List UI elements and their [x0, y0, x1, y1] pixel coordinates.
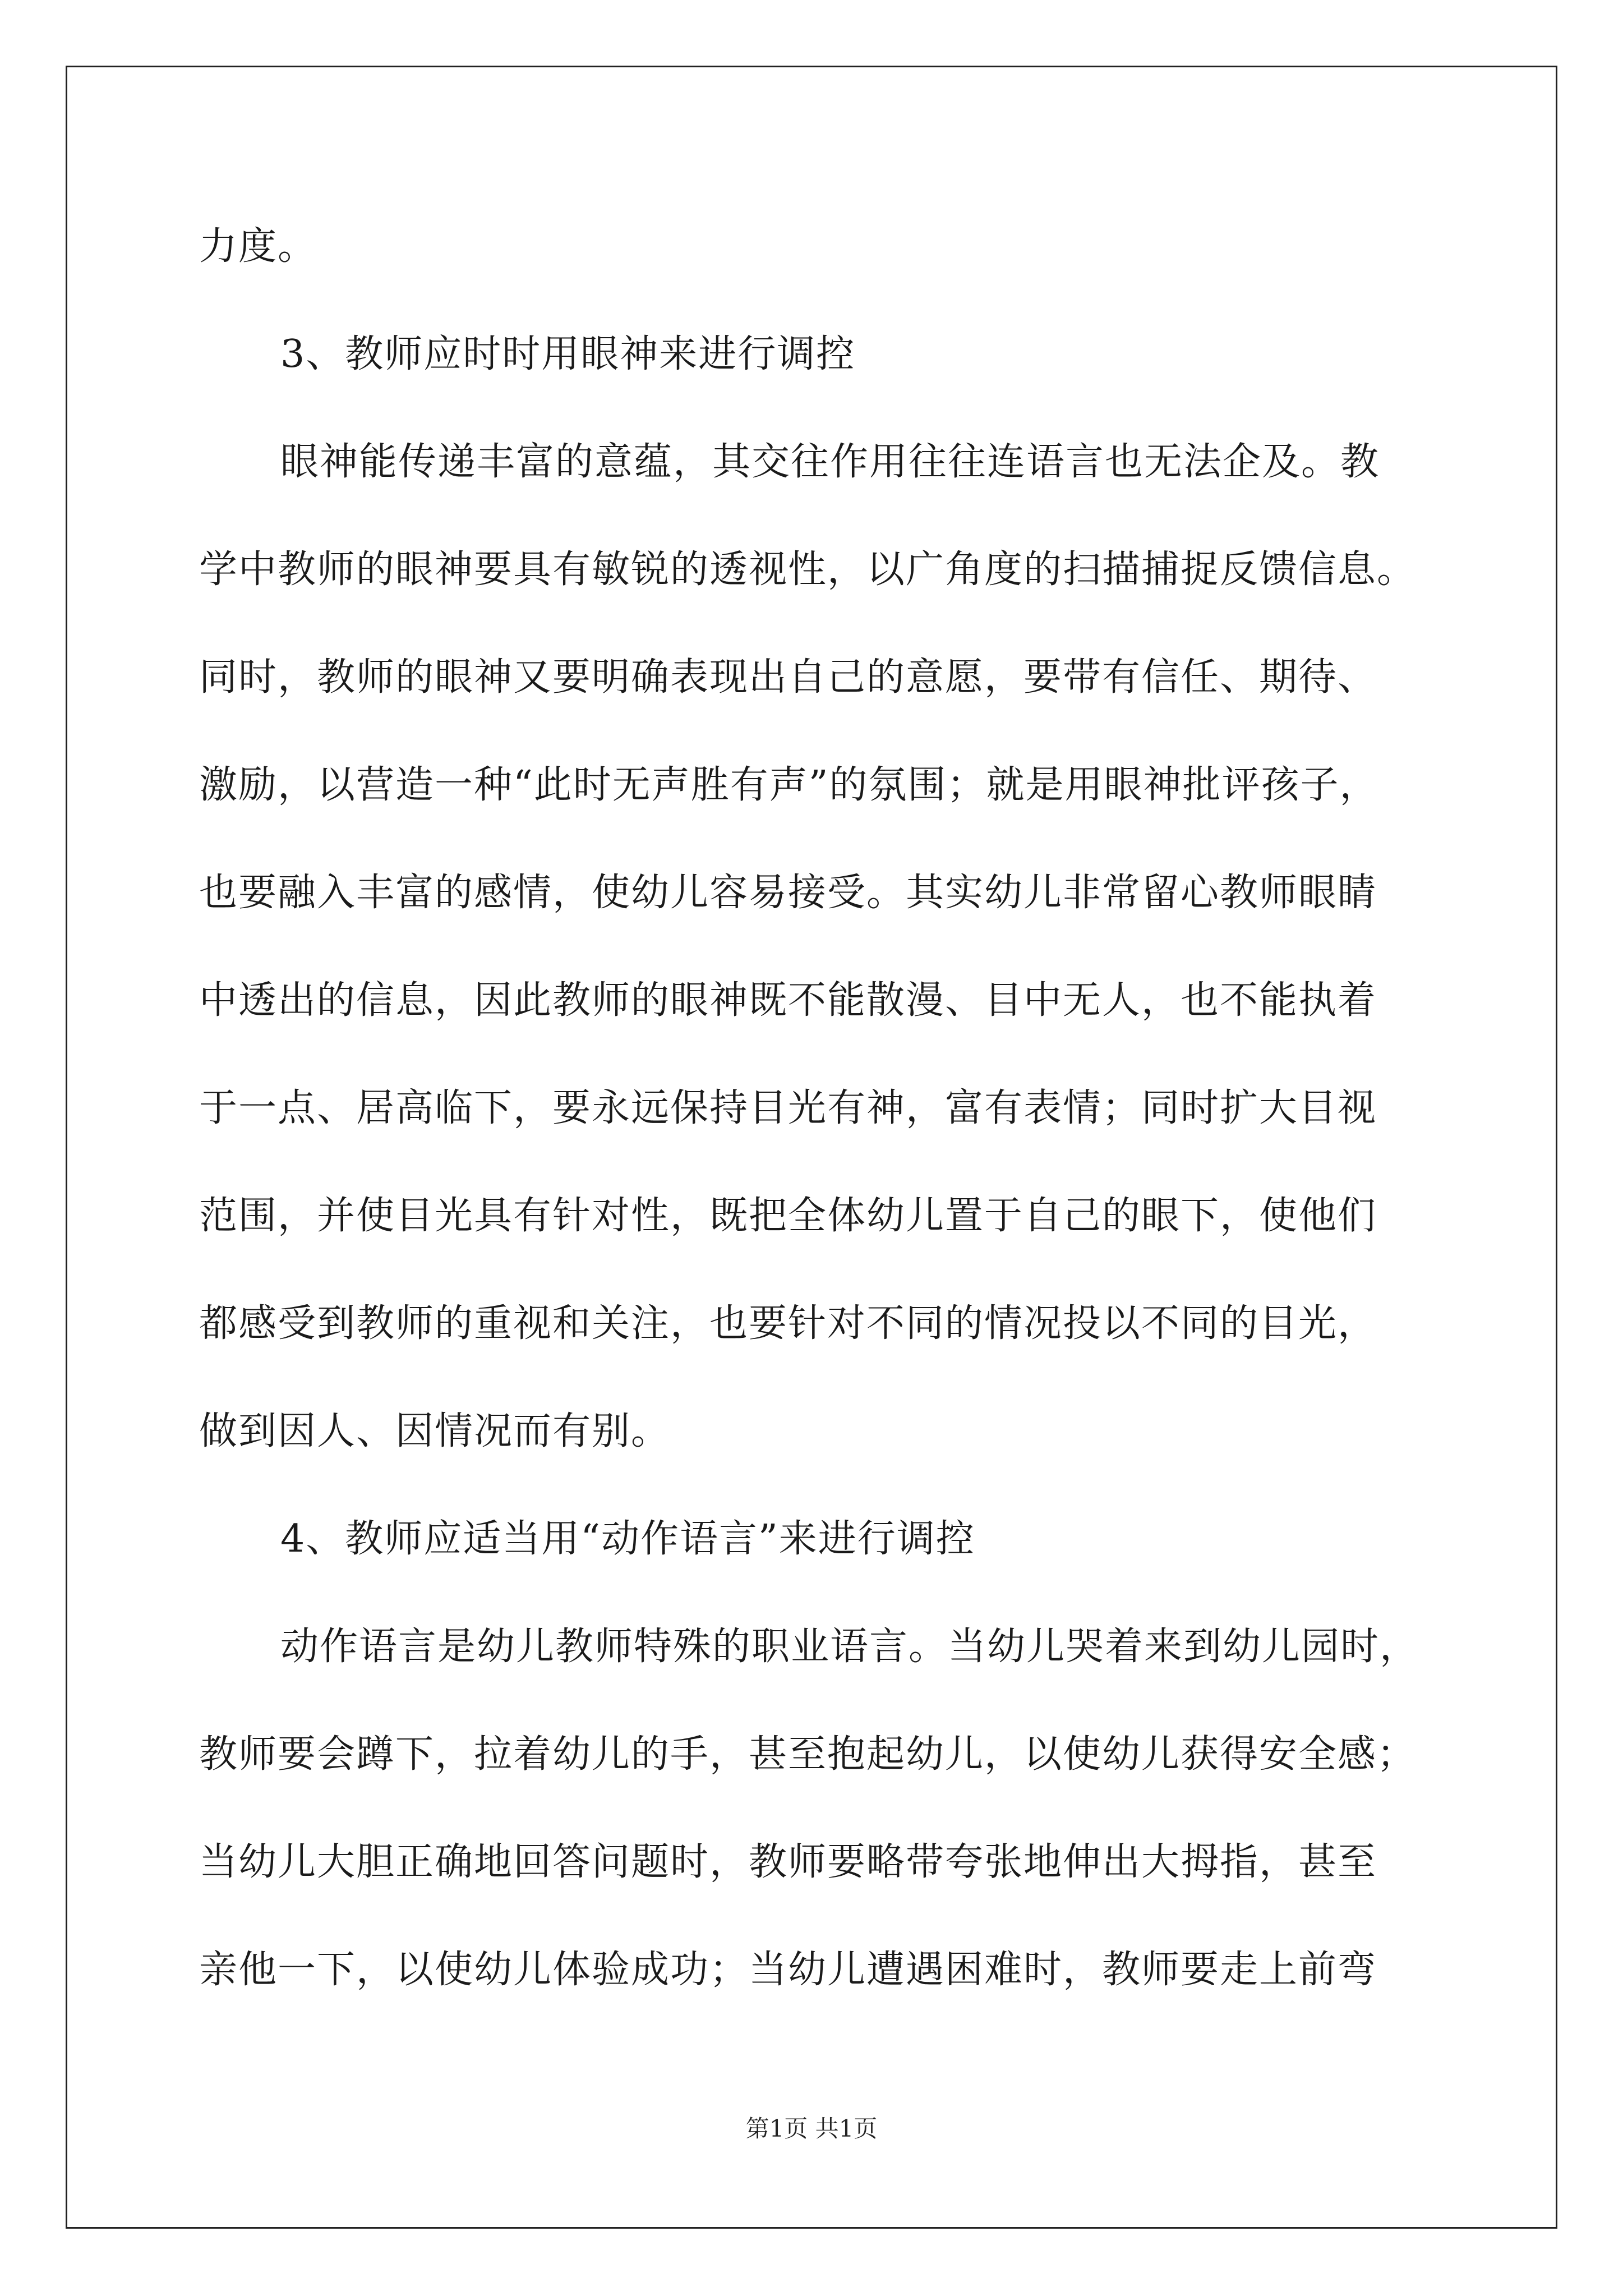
text-line: 动作语言是幼儿教师特殊的职业语言。当幼儿哭着来到幼儿园时，	[280, 1625, 1419, 1669]
section-heading: 4、教师应适当用“动作语言”来进行调控	[280, 1517, 975, 1561]
text-line: 也要融入丰富的感情，使幼儿容易接受。其实幼儿非常留心教师眼睛	[199, 871, 1377, 915]
section-heading: 3、教师应时时用眼神来进行调控	[280, 332, 856, 376]
text-line: 亲他一下，以使幼儿体验成功；当幼儿遭遇困难时，教师要走上前弯	[199, 1948, 1377, 1992]
text-line: 于一点、居高临下，要永远保持目光有神，富有表情；同时扩大目视	[199, 1086, 1377, 1130]
text-line: 都感受到教师的重视和关注，也要针对不同的情况投以不同的目光，	[199, 1301, 1377, 1346]
text-line: 力度。	[199, 224, 317, 269]
page-border	[66, 66, 1557, 2229]
text-line: 激励，以营造一种“此时无声胜有声”的氛围；就是用眼神批评孩子，	[199, 763, 1379, 807]
text-line: 中透出的信息，因此教师的眼神既不能散漫、目中无人，也不能执着	[199, 978, 1377, 1023]
text-line: 同时，教师的眼神又要明确表现出自己的意愿，要带有信任、期待、	[199, 655, 1377, 700]
page-footer: 第1页 共1页	[745, 2115, 878, 2142]
text-line: 学中教师的眼神要具有敏锐的透视性，以广角度的扫描捕捉反馈信息。	[199, 547, 1417, 592]
text-line: 范围，并使目光具有针对性，既把全体幼儿置于自己的眼下，使他们	[199, 1194, 1377, 1238]
text-line: 眼神能传递丰富的意蕴，其交往作用往往连语言也无法企及。教	[280, 440, 1380, 484]
text-line: 做到因人、因情况而有别。	[199, 1409, 671, 1453]
text-line: 当幼儿大胆正确地回答问题时，教师要略带夸张地伸出大拇指，甚至	[199, 1840, 1377, 1884]
text-line: 教师要会蹲下，拉着幼儿的手，甚至抱起幼儿，以使幼儿获得安全感；	[199, 1732, 1417, 1777]
